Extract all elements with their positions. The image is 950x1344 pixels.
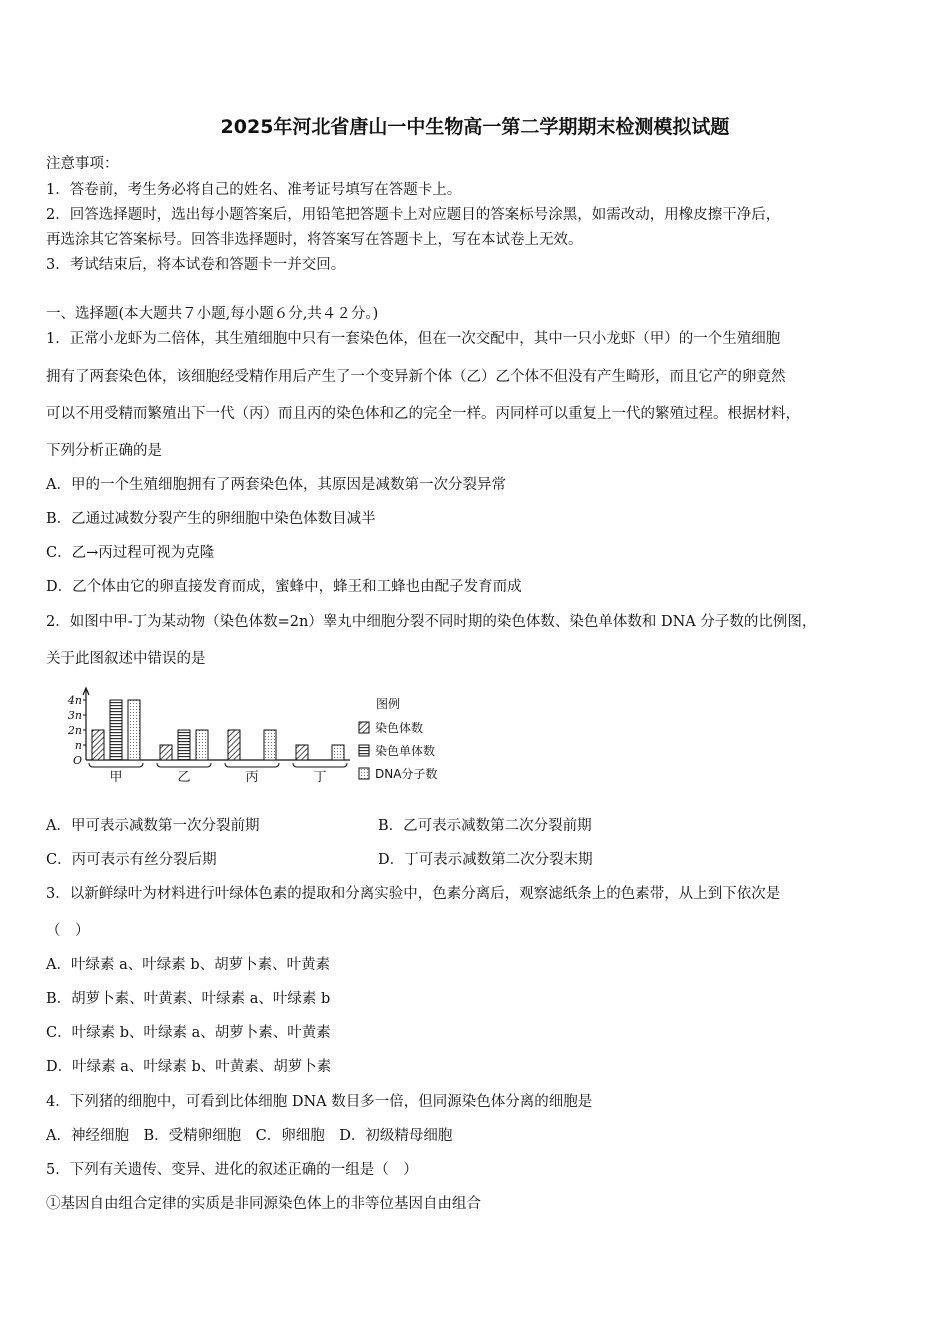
x-category-label: 甲 — [109, 770, 123, 785]
bar — [160, 745, 172, 760]
q5-stem: 5．下列有关遗传、变异、进化的叙述正确的一组是（ ） — [46, 1162, 418, 1178]
legend-swatch — [359, 745, 369, 756]
q1-stem-line: 1．正常小龙虾为二倍体，其生殖细胞中只有一套染色体，但在一次交配中，其中一只小龙虾（甲）的一个生殖细胞 — [46, 331, 781, 347]
group-bracket — [89, 763, 143, 767]
q4-stem: 4．下列猪的细胞中，可看到比体细胞 DNA 数目多一倍，但同源染色体分离的细胞是 — [46, 1094, 593, 1110]
q2-option-b: B．乙可表示减数第二次分裂前期 — [378, 818, 592, 834]
notice-item: 再选涂其它答案标号。回答非选择题时，将答案写在答题卡上，写在本试卷上无效。 — [46, 232, 583, 248]
x-category-label: 丙 — [245, 770, 259, 785]
y-tick-label: O — [72, 754, 82, 767]
bar — [264, 730, 276, 760]
q2-option-a: A．甲可表示减数第一次分裂前期 — [46, 818, 260, 834]
ratio-bar-chart — [60, 684, 460, 788]
bar — [110, 700, 122, 760]
q2-option-c: C．丙可表示有丝分裂后期 — [46, 852, 217, 868]
q2-stem-line: 关于此图叙述中错误的是 — [46, 651, 206, 667]
legend-swatch — [359, 768, 369, 779]
legend-swatch — [359, 722, 369, 733]
bar — [296, 745, 308, 760]
q1-stem-line: 拥有了两套染色体，该细胞经受精作用后产生了一个变异新个体（乙）乙个体不但没有产生畸形，而且它产的卵竟然 — [46, 369, 786, 385]
bar — [128, 700, 140, 760]
bar — [228, 730, 240, 760]
page-title: 2025年河北省唐山一中生物高一第二学期期末检测模拟试题 — [220, 116, 730, 138]
legend-label: 染色单体数 — [375, 744, 436, 758]
q3-option-d: D．叶绿素 a、叶绿素 b、叶黄素、胡萝卜素 — [46, 1059, 332, 1075]
bar — [332, 745, 344, 760]
q4-options: A．神经细胞 B．受精卵细胞 C．卵细胞 D．初级精母细胞 — [46, 1128, 453, 1144]
q1-option-c: C．乙→丙过程可视为克隆 — [46, 545, 215, 561]
y-tick-label: 3n — [67, 709, 82, 722]
x-category-label: 乙 — [177, 770, 191, 785]
notice-item: 3．考试结束后，将本试卷和答题卡一并交回。 — [46, 257, 346, 273]
q3-stem-line: （ ） — [46, 923, 90, 939]
q1-option-a: A．甲的一个生殖细胞拥有了两套染色体，其原因是减数第一次分裂异常 — [46, 477, 506, 493]
notice-item: 1．答卷前，考生务必将自己的姓名、准考证号填写在答题卡上。 — [46, 182, 462, 198]
q1-stem-line: 可以不用受精而繁殖出下一代（丙）而且丙的染色体和乙的完全一样。丙同样可以重复上一代的繁殖过程。根据材料， — [46, 406, 800, 422]
q3-option-c: C．叶绿素 b、叶绿素 a、胡萝卜素、叶黄素 — [46, 1025, 331, 1041]
bar — [196, 730, 208, 760]
y-tick-label: 4n — [67, 694, 82, 707]
legend-title: 图例 — [376, 697, 401, 711]
legend-label: DNA分子数 — [375, 767, 438, 781]
q3-option-b: B．胡萝卜素、叶黄素、叶绿素 a、叶绿素 b — [46, 991, 331, 1007]
q3-stem-line: 3．以新鲜绿叶为材料进行叶绿体色素的提取和分离实验中，色素分离后，观察滤纸条上的色素带，从上到下依次是 — [46, 886, 781, 902]
q1-stem-line: 下列分析正确的是 — [46, 443, 162, 459]
y-tick-label: 2n — [67, 724, 82, 737]
y-tick-label: n — [74, 739, 82, 752]
group-bracket — [293, 763, 347, 767]
notice-item: 2．回答选择题时，选出每小题答案后，用铅笔把答题卡上对应题目的答案标号涂黑，如需改动，用橡皮擦干净后， — [46, 207, 781, 223]
bar — [92, 730, 104, 760]
q5-item-1: ①基因自由组合定律的实质是非同源染色体上的非等位基因自由组合 — [46, 1196, 481, 1212]
q1-option-d: D．乙个体由它的卵直接发育而成，蜜蜂中，蜂王和工蜂也由配子发育而成 — [46, 579, 522, 595]
section-heading: 一、选择题(本大题共７小题,每小题６分,共４２分。) — [46, 306, 379, 322]
notice-heading: 注意事项： — [46, 156, 119, 172]
q2-stem-line: 2．如图中甲-丁为某动物（染色体数=2n）睾丸中细胞分裂不同时期的染色体数、染色单体数和 DNA 分子数的比例图， — [46, 614, 817, 630]
legend-label: 染色体数 — [375, 721, 424, 735]
q1-option-b: B．乙通过减数分裂产生的卵细胞中染色体数目减半 — [46, 511, 376, 527]
q2-option-d: D．丁可表示减数第二次分裂末期 — [378, 852, 593, 868]
x-category-label: 丁 — [313, 770, 327, 785]
group-bracket — [225, 763, 279, 767]
q3-option-a: A．叶绿素 a、叶绿素 b、胡萝卜素、叶黄素 — [46, 957, 331, 973]
group-bracket — [157, 763, 211, 767]
bar — [178, 730, 190, 760]
